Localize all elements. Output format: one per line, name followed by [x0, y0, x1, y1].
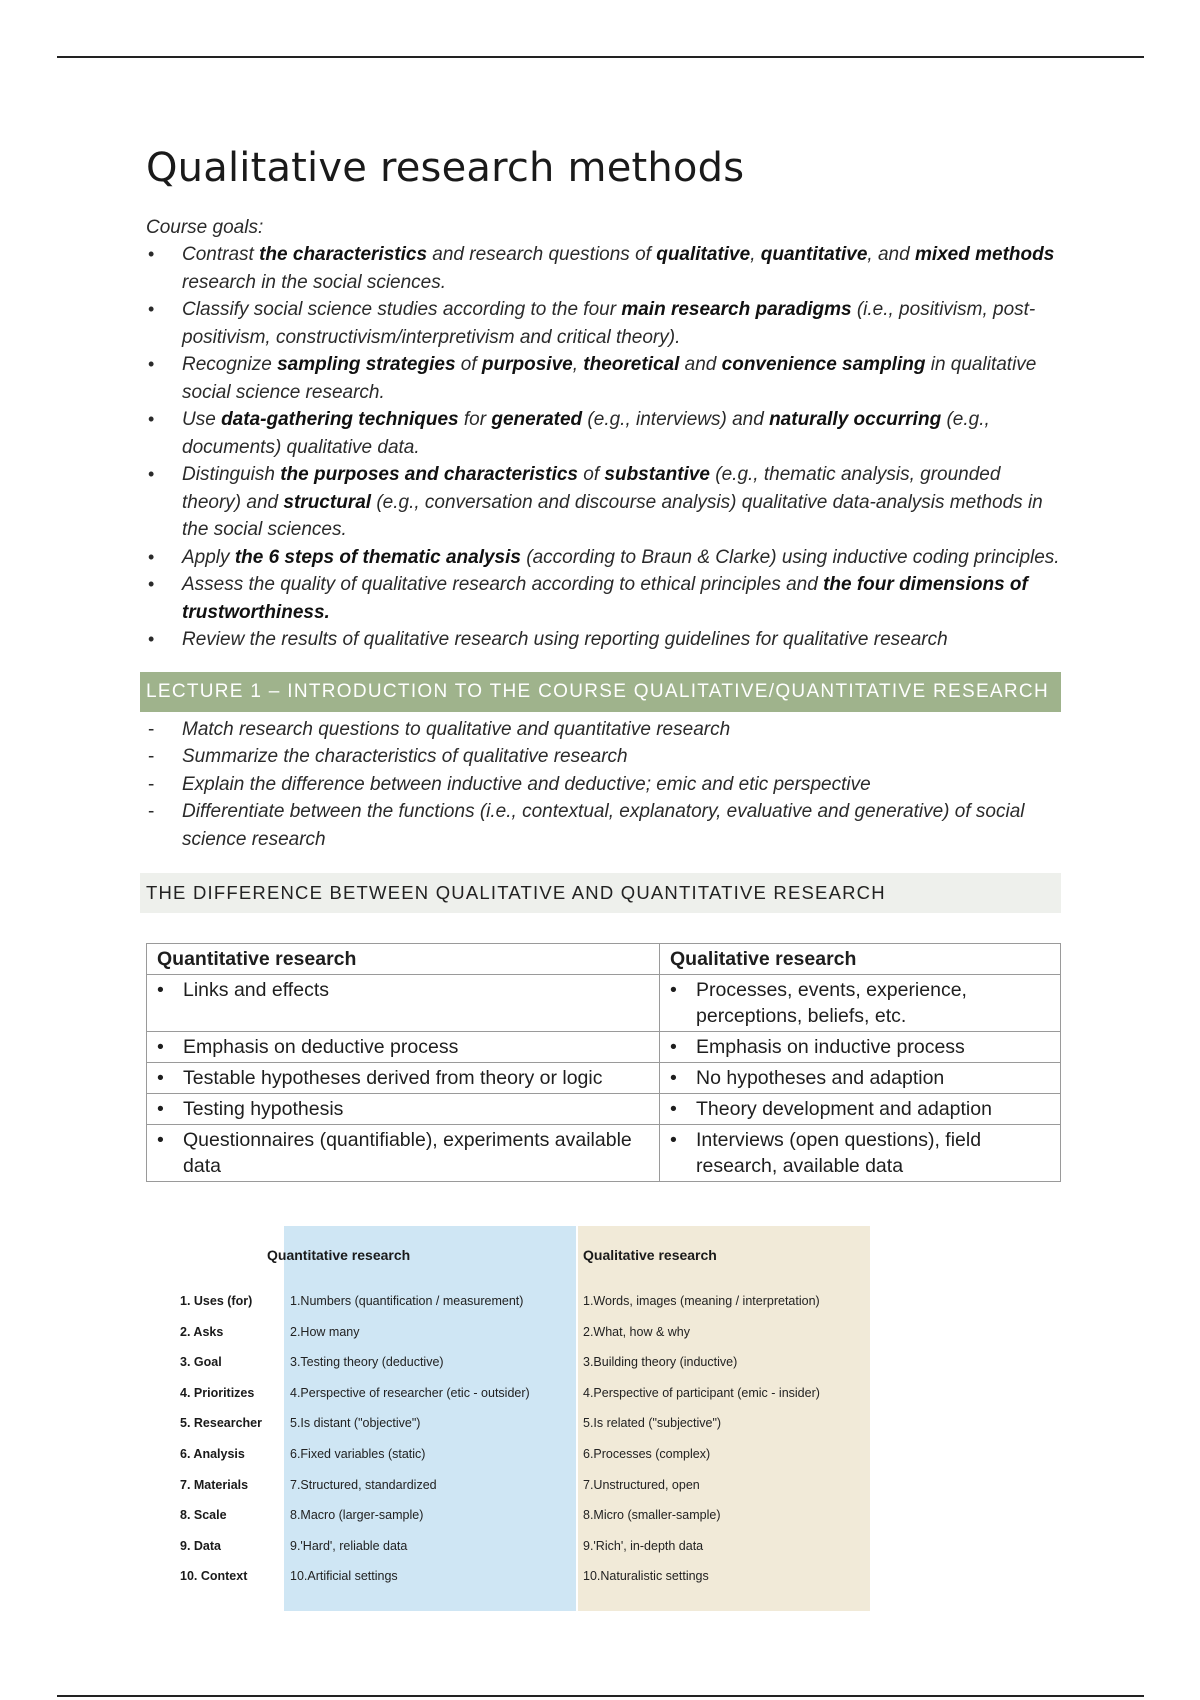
goal-emphasis: the characteristics	[259, 244, 428, 265]
bullet-icon: •	[670, 1098, 677, 1120]
grid-row-label: 7. Materials	[180, 1477, 249, 1492]
grid-qualitative-cell: 9.'Rich', in-depth data	[583, 1538, 704, 1553]
lecture-goal-item	[146, 798, 1061, 853]
course-goal-item	[146, 571, 1061, 626]
dash-bullet-icon: -	[148, 801, 155, 822]
goal-emphasis: purposive	[481, 354, 573, 375]
bullet-icon: •	[148, 629, 155, 649]
bottom-rule	[57, 1695, 1144, 1697]
table-row	[147, 1125, 1061, 1182]
comparison-table	[146, 943, 1061, 1182]
table-row	[147, 975, 1061, 1032]
grid-row-label: 9. Data	[180, 1538, 221, 1553]
lecture-goal-item	[146, 771, 1061, 799]
goal-emphasis: the purposes and characteristics	[280, 464, 578, 485]
grid-row-label: 6. Analysis	[180, 1447, 245, 1461]
cell-text: Questionnaires (quantifiable), experiments available data	[183, 1129, 632, 1177]
cell-text: Testing hypothesis	[183, 1098, 344, 1120]
table-header-qualitative: Qualitative research	[660, 944, 1061, 975]
lecture-goal-item	[146, 716, 1061, 744]
goal-text: , and	[867, 244, 915, 265]
course-goals-label: Course goals:	[146, 217, 264, 238]
dash-bullet-icon: -	[148, 773, 155, 795]
goal-emphasis: generated	[491, 409, 583, 430]
bullet-icon: •	[670, 1129, 677, 1151]
goal-text: Classify social science studies according to the four	[182, 299, 622, 320]
goal-text: Contrast	[182, 244, 260, 265]
cell-text: Links and effects	[183, 979, 329, 1001]
goal-emphasis: naturally occurring	[769, 409, 942, 430]
grid-header-quantitative: Quantitative research	[267, 1247, 411, 1263]
lecture-goal-text: Explain the difference between inductive and deductive; emic and etic perspective	[182, 773, 871, 795]
lecture-goal-item	[146, 743, 1061, 771]
table-row	[147, 1063, 1061, 1094]
cell-text: Theory development and adaption	[696, 1098, 992, 1120]
lecture-goal-text: Summarize the characteristics of qualitative research	[182, 746, 628, 767]
grid-header-qualitative: Qualitative research	[583, 1247, 717, 1263]
grid-quantitative-cell: 4.Perspective of researcher (etic - outsider)	[290, 1385, 530, 1400]
goal-text: Recognize	[182, 354, 278, 375]
goal-text: (e.g., documents) qualitative data.	[182, 409, 990, 458]
qualitative-cell	[660, 1094, 1061, 1125]
grid-row-label: 2. Asks	[180, 1324, 224, 1339]
grid-qualitative-cell: 2.What, how & why	[583, 1324, 690, 1339]
quantitative-cell	[147, 1094, 660, 1125]
bullet-icon: •	[670, 1067, 677, 1089]
goal-text: in qualitative social science research.	[182, 354, 1037, 403]
goal-emphasis: substantive	[604, 464, 710, 485]
goal-text: ,	[750, 244, 761, 265]
top-rule	[57, 56, 1144, 58]
quantitative-cell	[147, 1032, 660, 1063]
grid-qualitative-cell: 7.Unstructured, open	[583, 1477, 700, 1492]
table-header-row	[147, 944, 1061, 975]
grid-quantitative-cell: 3.Testing theory (deductive)	[290, 1355, 444, 1370]
cell-text: Emphasis on inductive process	[696, 1036, 965, 1058]
bullet-icon: •	[157, 1036, 164, 1058]
bullet-icon: •	[148, 244, 155, 264]
course-goal-item	[146, 296, 1061, 351]
document-body	[146, 145, 1061, 1182]
bullet-icon: •	[157, 979, 164, 1001]
grid-quantitative-cell: 2.How many	[290, 1324, 360, 1339]
grid-quantitative-cell: 8.Macro (larger-sample)	[290, 1508, 424, 1523]
goal-text: (according to Braun & Clarke) using inductive coding principles.	[520, 546, 1060, 568]
grid-row-label: 10. Context	[180, 1569, 248, 1584]
grid-row-label: 5. Researcher	[180, 1416, 263, 1431]
quantitative-cell	[147, 1063, 660, 1094]
goal-text: research in the social sciences.	[182, 271, 447, 293]
goal-text: Apply	[182, 546, 235, 568]
dash-bullet-icon: -	[148, 718, 155, 740]
course-goal-item	[146, 626, 1061, 654]
quantitative-cell	[147, 975, 660, 1032]
goal-emphasis: mixed methods	[914, 244, 1055, 265]
bullet-icon: •	[148, 546, 155, 567]
qualitative-cell	[660, 1125, 1061, 1182]
goal-text: and research questions of	[427, 244, 657, 265]
lecture-goals-list	[146, 716, 1061, 854]
course-goals-list	[146, 241, 1061, 654]
grid-qualitative-cell: 5.Is related ("subjective")	[583, 1416, 722, 1431]
goal-text: of	[578, 464, 605, 485]
goal-text: ,	[572, 354, 584, 375]
goal-text: Assess the quality of qualitative research according to ethical principles and	[182, 574, 824, 595]
table-row	[147, 1032, 1061, 1063]
grid-row-label: 4. Prioritizes	[180, 1385, 255, 1400]
grid-quantitative-cell: 9.'Hard', reliable data	[290, 1538, 408, 1553]
goal-emphasis: data-gathering techniques	[221, 409, 459, 430]
cell-text: Processes, events, experience, perceptions, beliefs, etc.	[696, 979, 967, 1027]
bullet-icon: •	[148, 299, 155, 319]
grid-qualitative-cell: 8.Micro (smaller-sample)	[583, 1508, 721, 1523]
page-title: Qualitative research methods	[146, 145, 745, 191]
grid-quantitative-cell: 7.Structured, standardized	[290, 1477, 437, 1492]
cell-text: No hypotheses and adaption	[696, 1067, 945, 1089]
cell-text: Testable hypotheses derived from theory or logic	[183, 1067, 603, 1089]
bullet-icon: •	[148, 409, 155, 429]
table-header-quantitative: Quantitative research	[147, 944, 660, 975]
course-goal-item	[146, 351, 1061, 406]
qualitative-cell	[660, 1032, 1061, 1063]
grid-qualitative-cell: 10.Naturalistic settings	[583, 1569, 709, 1584]
grid-quantitative-cell: 6.Fixed variables (static)	[290, 1447, 426, 1461]
goal-text: (e.g., thematic analysis, grounded theory) and	[182, 464, 1001, 513]
bullet-icon: •	[148, 574, 155, 594]
qualitative-cell	[660, 975, 1061, 1032]
grid-qualitative-cell: 3.Building theory (inductive)	[583, 1355, 738, 1370]
qualitative-cell	[660, 1063, 1061, 1094]
goal-text: Use	[182, 409, 222, 430]
table-row	[147, 1094, 1061, 1125]
goal-text: for	[458, 409, 492, 430]
goal-emphasis: main research paradigms	[621, 299, 852, 320]
bullet-icon: •	[670, 979, 677, 1001]
goal-text: (e.g., interviews) and	[582, 409, 770, 430]
grid-quantitative-cell: 5.Is distant ("objective")	[290, 1416, 421, 1431]
bullet-icon: •	[157, 1067, 164, 1089]
grid-qualitative-cell: 6.Processes (complex)	[583, 1447, 711, 1461]
grid-qualitative-cell: 1.Words, images (meaning / interpretation)	[583, 1294, 820, 1308]
grid-row-label: 8. Scale	[180, 1508, 227, 1523]
grid-row-label: 3. Goal	[180, 1355, 222, 1370]
goal-text: of	[455, 354, 482, 375]
goal-text: (i.e., positivism, post-positivism, constructivism/interpretivism and critical theory).	[182, 299, 1036, 348]
goal-text: Distinguish	[182, 464, 281, 485]
quantitative-cell	[147, 1125, 660, 1182]
goal-emphasis: sampling strategies	[277, 354, 456, 375]
lecture-goal-text: Match research questions to qualitative and quantitative research	[182, 718, 731, 740]
course-goal-item	[146, 461, 1061, 544]
lecture-1-heading: LECTURE 1 – INTRODUCTION TO THE COURSE QUALITATIVE/QUANTITATIVE RESEARCH	[140, 672, 1061, 712]
goal-emphasis: convenience sampling	[721, 354, 926, 375]
grid-quantitative-cell: 1.Numbers (quantification / measurement)	[290, 1294, 524, 1308]
bullet-icon: •	[148, 354, 155, 374]
course-goal-item	[146, 241, 1061, 296]
cell-text: Interviews (open questions), field research, available data	[696, 1129, 982, 1177]
bullet-icon: •	[157, 1098, 164, 1120]
goal-text: (e.g., conversation and discourse analysis) qualitative data-analysis methods in the social sciences.	[182, 491, 1043, 540]
grid-row-label: 1. Uses (for)	[180, 1294, 253, 1308]
cell-text: Emphasis on deductive process	[183, 1036, 459, 1058]
difference-heading: THE DIFFERENCE BETWEEN QUALITATIVE AND QUANTITATIVE RESEARCH	[140, 873, 1061, 913]
goal-emphasis: the four dimensions of trustworthiness.	[182, 574, 1028, 623]
goal-emphasis: qualitative	[656, 244, 751, 265]
goal-text: Review the results of qualitative research using reporting guidelines for qualitative research	[182, 629, 948, 650]
goal-text: and	[679, 354, 722, 375]
course-goal-item	[146, 406, 1061, 461]
goal-emphasis: structural	[283, 491, 372, 513]
goal-emphasis: theoretical	[583, 354, 680, 375]
course-goal-item	[146, 544, 1061, 572]
dash-bullet-icon: -	[148, 746, 155, 767]
bullet-icon: •	[670, 1036, 677, 1058]
grid-qualitative-cell: 4.Perspective of participant (emic - insider)	[583, 1385, 820, 1400]
grid-quantitative-cell: 10.Artificial settings	[290, 1569, 398, 1584]
bullet-icon: •	[148, 464, 155, 484]
goal-emphasis: the 6 steps of thematic analysis	[234, 546, 521, 568]
bullet-icon: •	[157, 1129, 164, 1151]
lecture-goal-text: Differentiate between the functions (i.e., contextual, explanatory, evaluative and generative) of social science research	[182, 801, 1025, 850]
comparison-grid-figure	[160, 1226, 880, 1611]
goal-emphasis: quantitative	[760, 244, 868, 265]
